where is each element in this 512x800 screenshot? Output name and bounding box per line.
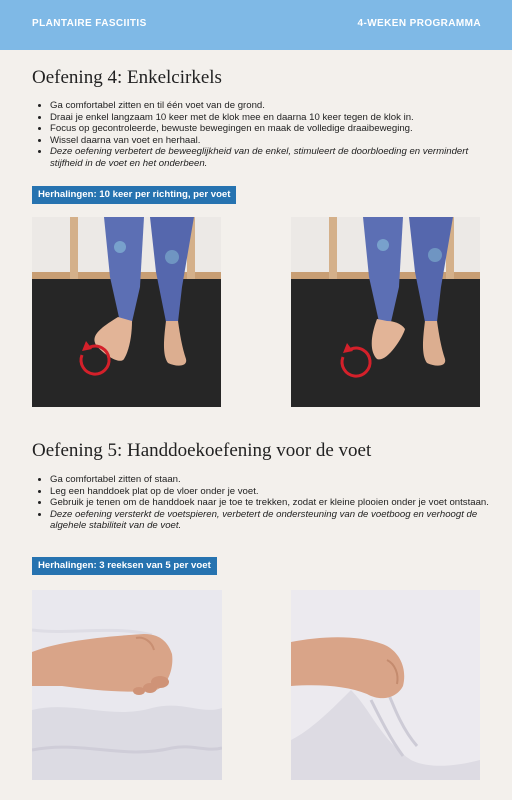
exercise-5-instructions: [32, 474, 500, 532]
exercise-5-reps-badge: Herhalingen: 3 reeksen van 5 per voet: [32, 557, 217, 575]
header-title-right: 4-WEKEN PROGRAMMA: [357, 18, 481, 29]
list-item: • Ga comfortabel zitten en til één voet van de grond.: [50, 100, 500, 112]
towel-exercise-photo-2: [291, 590, 480, 780]
list-item: • Focus op gecontroleerde, bewuste bewegingen en maak de volledige draaibeweging.: [50, 123, 500, 135]
ankle-circle-photo-2: [291, 217, 480, 407]
towel-exercise-photo-1: [32, 590, 222, 780]
list-item: • Leg een handdoek plat op de vloer onder je voet.: [50, 486, 500, 498]
list-item: • Gebruik je tenen om de handdoek naar je toe te trekken, zodat er kleine plooien onder je voet ontstaan.: [50, 497, 500, 509]
header-title-left: PLANTAIRE FASCIITIS: [32, 18, 147, 29]
exercise-4-title: Oefening 4: Enkelcirkels: [32, 67, 222, 88]
exercise-4-reps-badge: Herhalingen: 10 keer per richting, per voet: [32, 186, 236, 204]
exercise-4-note: • Deze oefening verbetert de beweeglijkheid van de enkel, stimuleert de doorbloeding en vermindert stijfheid in de voet en het onderbeen.: [50, 146, 500, 169]
exercise-5-title: Oefening 5: Handdoekoefening voor de voet: [32, 440, 372, 461]
list-item: • Wissel daarna van voet en herhaal.: [50, 135, 500, 147]
page-header: [0, 0, 512, 50]
list-item: • Ga comfortabel zitten of staan.: [50, 474, 500, 486]
list-item: • Draai je enkel langzaam 10 keer met de klok mee en daarna 10 keer tegen de klok in.: [50, 112, 500, 124]
exercise-4-instructions: [32, 100, 500, 170]
ankle-circle-photo-1: [32, 217, 221, 407]
exercise-5-note: • Deze oefening versterkt de voetspieren, verbetert de ondersteuning van de voetboog en verhoogt de algehele stabiliteit van de voet.: [50, 509, 500, 532]
